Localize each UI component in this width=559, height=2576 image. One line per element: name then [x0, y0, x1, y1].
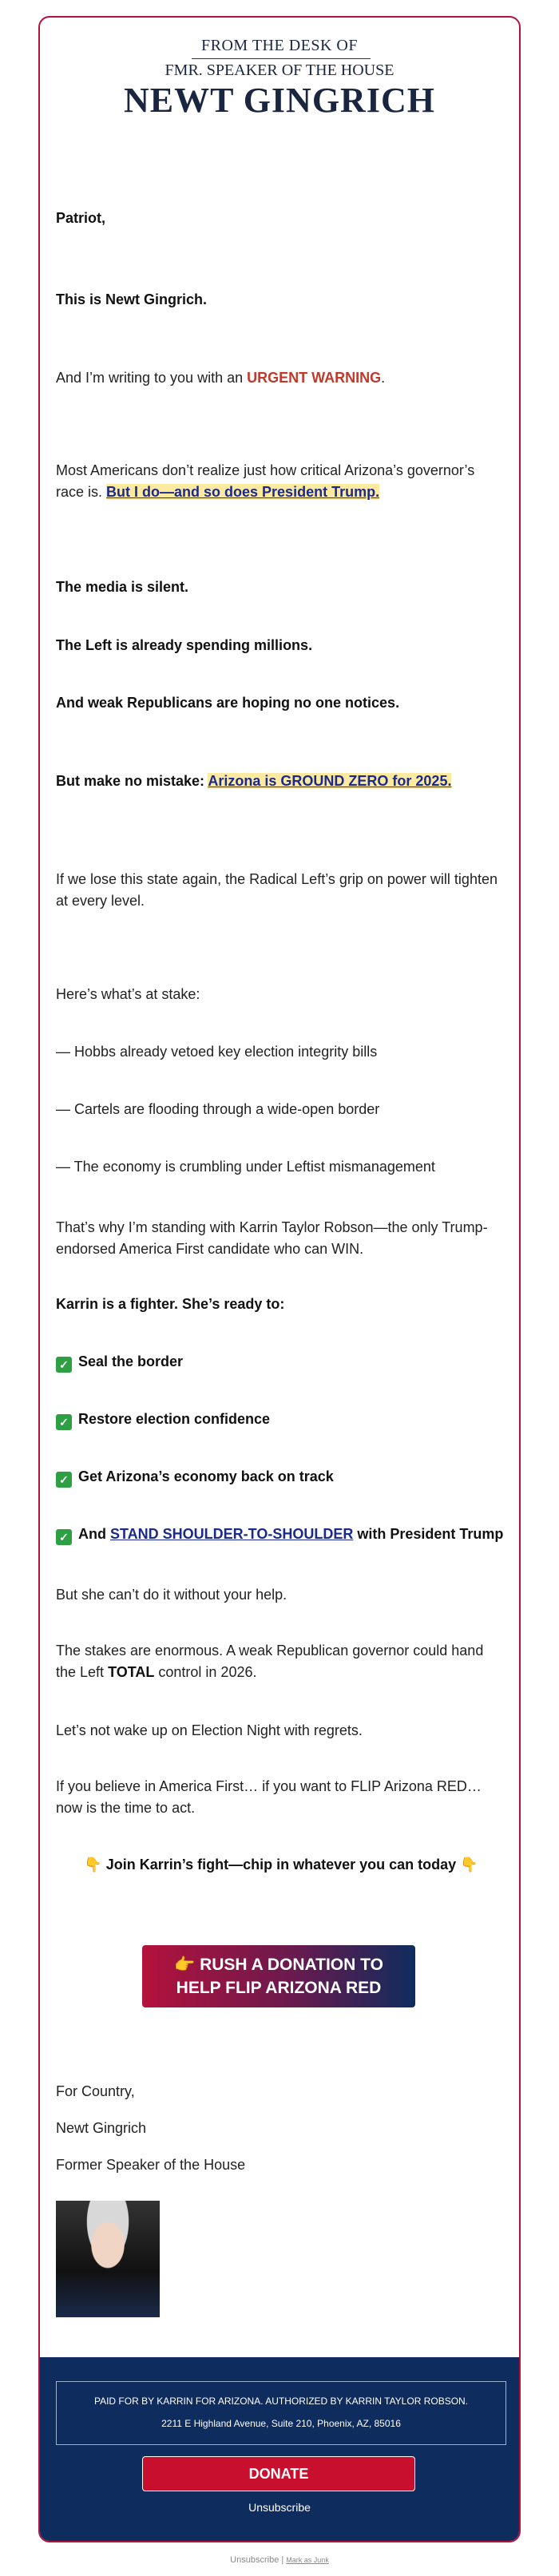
left-spending: The Left is already spending millions. — [56, 637, 313, 653]
stakes-prefix: The stakes are enormous. A weak Republican governor could hand the Left — [56, 1643, 484, 1680]
stakes-paragraph — [56, 1640, 506, 1683]
pointing-down-icon: 👇 — [84, 1857, 102, 1873]
goal-label: Get Arizona’s economy back on track — [78, 1468, 334, 1484]
footer-unsubscribe-link[interactable]: Unsubscribe — [248, 2501, 311, 2514]
check-icon: ✓ — [56, 1529, 72, 1545]
goal-prefix: And — [78, 1526, 110, 1542]
pointing-right-icon: 👉 — [174, 1956, 196, 1974]
check-icon: ✓ — [56, 1357, 72, 1373]
arizona-text: Most Americans don’t realize just how critical Arizona’s governor’s race is. — [56, 462, 475, 500]
pointing-down-icon: 👇 — [460, 1857, 478, 1873]
at-stake: Here’s what’s at stake: — [56, 986, 200, 1002]
headshot-image — [56, 2201, 160, 2317]
warning-paragraph — [56, 367, 506, 389]
separator: | — [279, 2555, 287, 2565]
goal-item — [56, 1524, 506, 1545]
footer-donate-button[interactable]: DONATE — [142, 2456, 415, 2491]
lose-state: If we lose this state again, the Radical Left’s grip on power will tighten at every level. — [56, 871, 498, 909]
stakes-total: TOTAL — [108, 1664, 155, 1680]
donate-line-1 — [142, 1953, 415, 1976]
arizona-paragraph — [56, 460, 506, 503]
mistake-paragraph — [56, 771, 506, 792]
goal-item — [56, 1409, 506, 1430]
urgent-warning: URGENT WARNING — [247, 370, 382, 386]
signoff: For Country, — [56, 2083, 135, 2099]
masthead-divider — [192, 58, 371, 59]
donate-line-2: HELP FLIP ARIZONA RED — [176, 1979, 382, 1997]
standing-with: That’s why I’m standing with Karrin Taylor Robson—the only Trump-endorsed America First candidate who can WIN. — [56, 1219, 488, 1257]
stake-item: — Cartels are flooding through a wide-open border — [56, 1101, 380, 1117]
check-icon: ✓ — [56, 1472, 72, 1488]
media-silent: The media is silent. — [56, 579, 189, 595]
shoulder-to-shoulder-link[interactable]: STAND SHOULDER-TO-SHOULDER — [110, 1526, 354, 1542]
bottom-links — [0, 2555, 559, 2565]
address-text: 2211 E Highland Avenue, Suite 210, Phoenix, AZ, 85016 — [161, 2418, 401, 2429]
footer — [40, 2357, 519, 2542]
paid-for-text: PAID FOR BY KARRIN FOR ARIZONA. AUTHORIZED BY KARRIN TAYLOR ROBSON. — [93, 2396, 469, 2407]
goal-item — [56, 1466, 506, 1488]
greeting: Patriot, — [56, 210, 106, 226]
bottom-unsubscribe-link[interactable]: Unsubscribe — [230, 2555, 280, 2565]
rush-donation-button[interactable] — [142, 1945, 415, 2007]
intro: This is Newt Gingrich. — [56, 291, 208, 307]
believe: If you believe in America First… if you want to FLIP Arizona RED… now is the time to act. — [56, 1778, 482, 1816]
signature-title: Former Speaker of the House — [56, 2157, 246, 2173]
signature: Newt Gingrich — [56, 2120, 147, 2136]
goal-item — [56, 1351, 506, 1373]
email-card — [38, 16, 521, 2542]
goal-suffix: with President Trump — [353, 1526, 504, 1542]
weak-republicans: And weak Republicans are hoping no one notices. — [56, 695, 400, 711]
warning-suffix: . — [381, 370, 386, 386]
masthead-desk: FROM THE DESK OF — [201, 37, 358, 54]
warning-prefix: And I’m writing to you with an — [56, 370, 248, 386]
but-i-do-link[interactable]: But I do—and so does President Trump. — [106, 484, 380, 500]
ground-zero-link[interactable]: Arizona is GROUND ZERO for 2025. — [208, 773, 452, 789]
fighter: Karrin is a fighter. She’s ready to: — [56, 1296, 285, 1312]
check-icon: ✓ — [56, 1414, 72, 1430]
join-fight — [56, 1854, 506, 1876]
paid-for-box — [56, 2381, 506, 2445]
stake-item: — The economy is crumbling under Leftist mismanagement — [56, 1159, 435, 1175]
masthead-title: FMR. SPEAKER OF THE HOUSE — [165, 61, 394, 79]
stakes-suffix: control in 2026. — [154, 1664, 257, 1680]
masthead-name: NEWT GINGRICH — [124, 81, 435, 120]
donate-text-1: RUSH A DONATION TO — [200, 1956, 383, 1974]
help: But she can’t do it without your help. — [56, 1587, 287, 1603]
mark-junk-link[interactable]: Mark as Junk — [286, 2556, 329, 2564]
join-text: Join Karrin’s fight—chip in whatever you can today — [105, 1857, 457, 1873]
goal-label: Restore election confidence — [78, 1411, 271, 1427]
regrets: Let’s not wake up on Election Night with regrets. — [56, 1722, 363, 1738]
masthead — [40, 18, 519, 121]
goal-label: Seal the border — [78, 1353, 184, 1369]
mistake-prefix: But make no mistake: — [56, 773, 208, 789]
stake-item: — Hobbs already vetoed key election integrity bills — [56, 1044, 378, 1060]
